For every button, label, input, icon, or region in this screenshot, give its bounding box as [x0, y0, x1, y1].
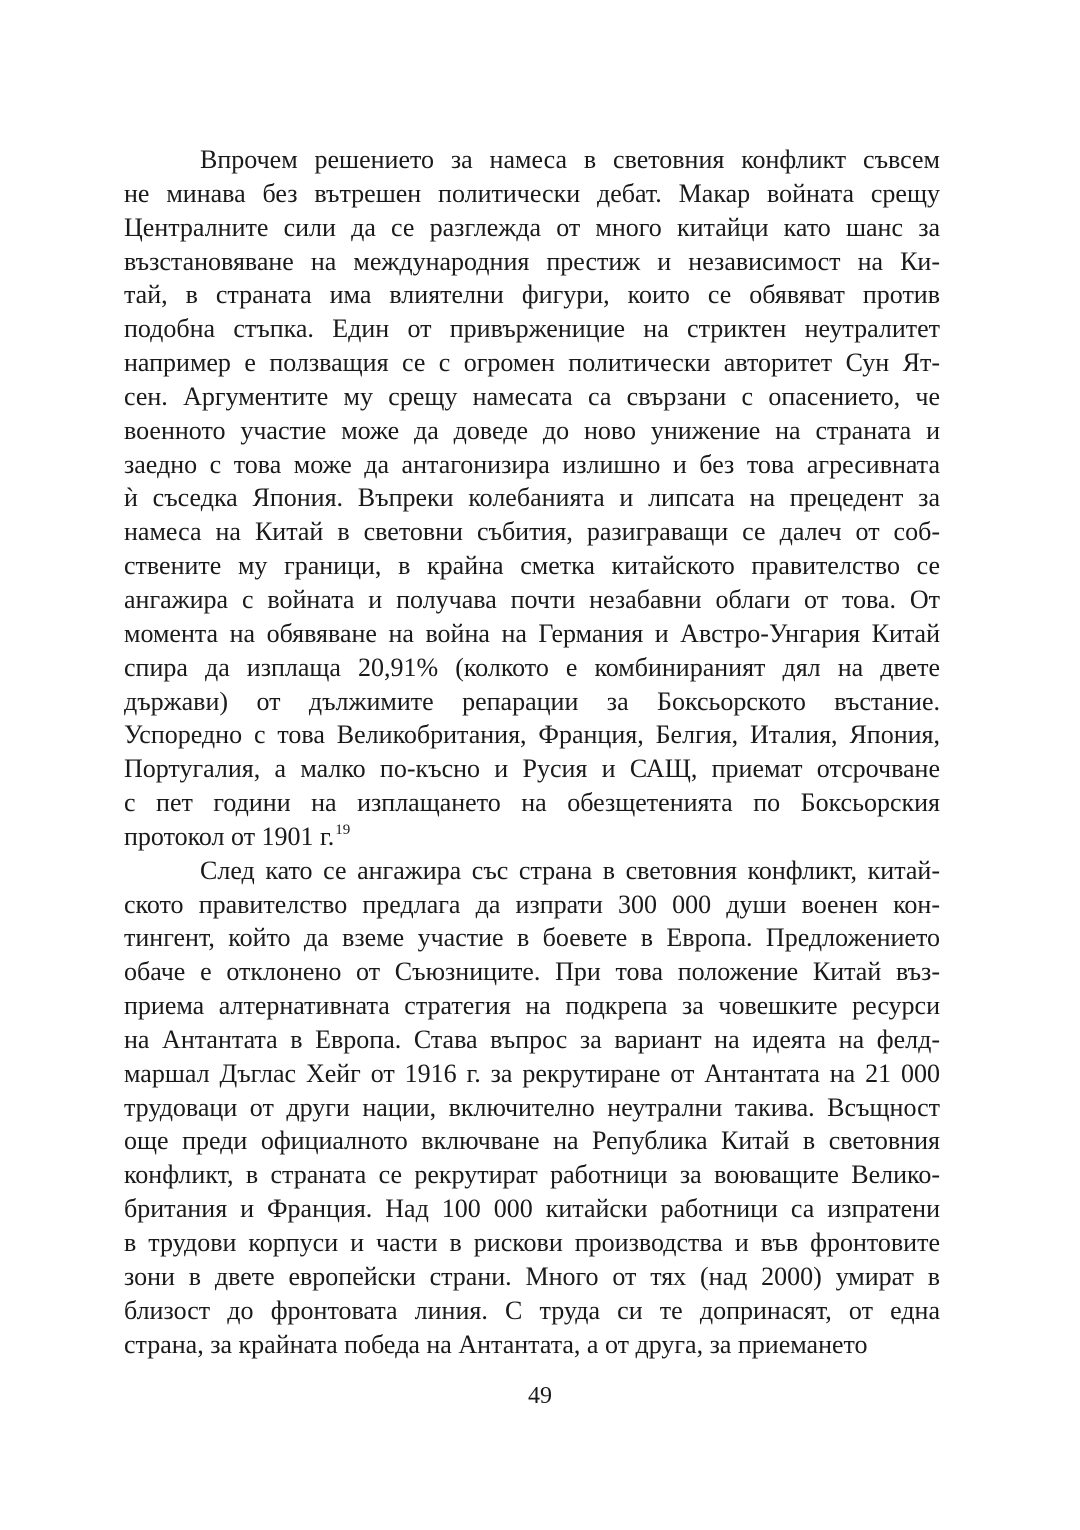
text-line — [124, 854, 940, 888]
text-line — [124, 1294, 940, 1328]
line-text: Централните сили да се разглежда от много китайци като шанс за — [124, 212, 940, 242]
line-text: Португалия, а малко по-късно и Русия и САЩ, приемат отсрочване — [124, 754, 940, 784]
text-line — [124, 1192, 940, 1226]
line-text: обаче е отклонено от Съюзниците. При това положение Китай въз- — [124, 957, 940, 987]
line-text: Успоредно с това Великобритания, Франция, Белгия, Италия, Япония, — [124, 720, 940, 750]
line-text: протокол от 1901 г. — [124, 821, 335, 851]
text-line — [124, 989, 940, 1023]
text-line — [124, 718, 940, 752]
text-line — [124, 685, 940, 719]
text-line — [124, 414, 940, 448]
text-line — [124, 481, 940, 515]
line-text: военното участие може да доведе до ново унижение на страната и — [124, 415, 940, 445]
body-text — [124, 143, 940, 1361]
line-text: заедно с това може да антагонизира излишно и без това агресивната — [124, 449, 940, 479]
text-line — [124, 143, 940, 177]
line-text: намеса на Китай в световни събития, разиграващи се далеч от соб- — [124, 517, 940, 547]
text-line — [124, 921, 940, 955]
text-line — [124, 380, 940, 414]
paragraph-2 — [124, 854, 940, 1362]
line-text: тингент, който да вземе участие в боевете в Европа. Предложението — [124, 923, 940, 953]
text-line — [124, 515, 940, 549]
line-text: на Антантата в Европа. Става въпрос за вариант на идеята на фелд- — [124, 1024, 940, 1054]
text-line — [124, 278, 940, 312]
line-text: момента на обявяване на война на Германия и Австро-Унгария Китай — [124, 618, 940, 648]
text-line — [124, 346, 940, 380]
line-text: близост до фронтовата линия. С труда си те допринасят, от една — [124, 1295, 940, 1325]
line-text: След като се ангажира със страна в световния конфликт, китай- — [200, 855, 940, 885]
paragraph-1 — [124, 143, 940, 854]
line-text: в трудови корпуси и части в рискови производства и във фронтовите — [124, 1228, 940, 1257]
line-text: трудоваци от други нации, включително неутрални такива. Всъщност — [124, 1092, 940, 1122]
line-text: подобна стъпка. Един от привърженицие на стриктен неутралитет — [124, 314, 940, 344]
text-line — [124, 888, 940, 922]
line-text: спира да изплаща 20,91% (колкото е комбинираният дял на двете — [124, 652, 940, 682]
text-line — [124, 786, 940, 820]
text-line — [124, 1226, 940, 1260]
text-line — [124, 752, 940, 786]
line-text: не минава без вътрешен политически дебат. Макар войната срещу — [124, 178, 940, 208]
line-text: с пет години на изплащането на обезщетенията по Боксьорския — [124, 788, 940, 818]
text-line — [124, 1260, 940, 1294]
line-text: Впрочем решението за намеса в световния конфликт съвсем — [200, 145, 940, 174]
text-line — [124, 245, 940, 279]
text-line — [124, 583, 940, 617]
text-line — [124, 549, 940, 583]
line-text: зони в двете европейски страни. Много от тях (над 2000) умират в — [124, 1261, 940, 1291]
text-line — [124, 820, 940, 854]
page-number: 49 — [528, 1383, 552, 1409]
text-line — [124, 211, 940, 245]
line-text: ангажира с войната и получава почти незабавни облаги от това. От — [124, 584, 940, 614]
line-text: сен. Аргументите му срещу намесата са свързани с опасението, че — [124, 381, 940, 411]
text-line — [124, 1057, 940, 1091]
text-line — [124, 1158, 940, 1192]
line-text: ствените му граници, в крайна сметка китайското правителство се — [124, 551, 940, 581]
text-line — [124, 312, 940, 346]
line-text: тай, в страната има влиятелни фигури, които се обявяват против — [124, 280, 940, 310]
text-line — [124, 448, 940, 482]
line-text: приема алтернативната стратегия на подкрепа за човешките ресурси — [124, 991, 940, 1021]
line-text: конфликт, в страната се рекрутират работници за воюващите Велико- — [124, 1160, 940, 1190]
text-line — [124, 1328, 940, 1362]
footnote-reference[interactable]: 19 — [335, 821, 351, 838]
line-text: например е ползващия се с огромен политически авторитет Сун Ят- — [124, 348, 940, 378]
text-line — [124, 177, 940, 211]
line-text: британия и Франция. Над 100 000 китайски работници са изпратени — [124, 1194, 940, 1224]
text-line — [124, 1091, 940, 1125]
line-text: още преди официалното включване на Република Китай в световния — [124, 1126, 940, 1156]
line-text: страна, за крайната победа на Антантата, а от друга, за приемането — [124, 1329, 868, 1359]
text-line — [124, 1023, 940, 1057]
text-line — [124, 651, 940, 685]
line-text: възстановяване на международния престиж и независимост на Ки- — [124, 246, 940, 276]
line-text: ѝ съседка Япония. Въпреки колебанията и липсата на прецедент за — [124, 483, 940, 513]
line-text: ското правителство предлага да изпрати 300 000 души военен кон- — [124, 889, 940, 919]
text-line — [124, 1124, 940, 1158]
text-line — [124, 617, 940, 651]
line-text: държави) от дължимите репарации за Боксьорското въстание. — [124, 686, 940, 716]
line-text: маршал Дъглас Хейг от 1916 г. за рекрутиране от Антантата на 21 000 — [124, 1058, 940, 1088]
text-line — [124, 955, 940, 989]
